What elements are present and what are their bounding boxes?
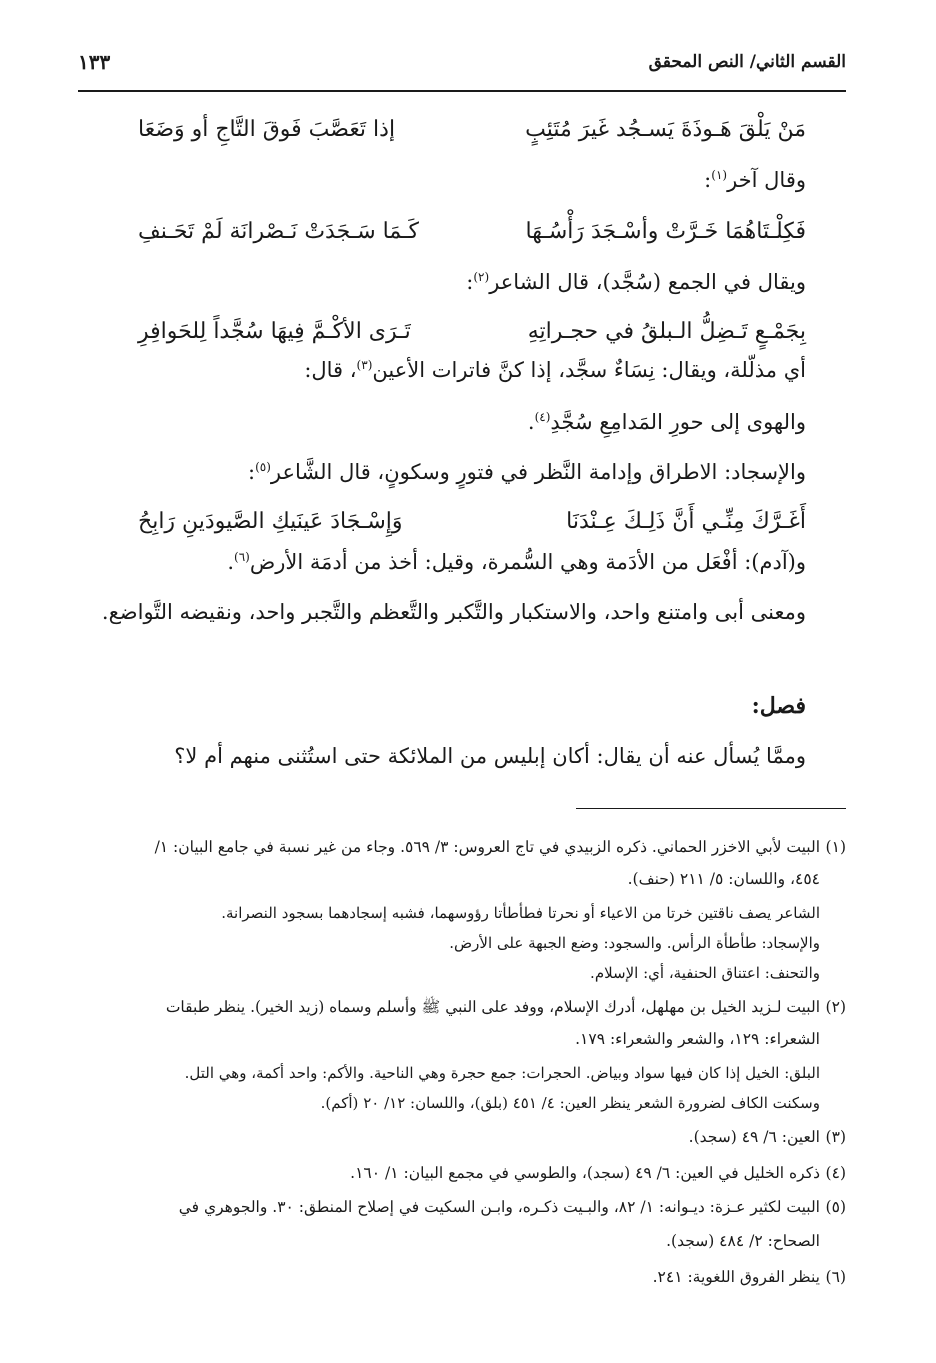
verse-second-hemistich: كَـمَا سَـجَدَتْ نَـصْرانَة لَمْ تَحَـنفِ [138, 219, 419, 244]
body-text: ، قال: [304, 358, 357, 382]
footnote-number: (١) [825, 838, 846, 856]
body-text: ويقال في الجمع (سُجَّد)، قال الشاعر [489, 270, 806, 294]
running-title: القسم الثاني/ النص المحقق [648, 52, 846, 72]
body-text: : [704, 168, 712, 192]
verse-first-hemistich: بِجَمْـعٍ تَـضِلُّ الـبلقُ في حجـراتِهِ [527, 319, 806, 344]
footnote-number: (٣) [825, 1128, 846, 1146]
verse-line [138, 110, 806, 150]
body-text: والإسجاد: الاطراق وإدامة النَّظر في فتورٍ وسكونٍ، قال الشَّاعر [270, 460, 806, 484]
section-heading: فصل: [751, 693, 806, 719]
footnote-ref[interactable]: (٦) [234, 550, 250, 564]
verse-second-hemistich: تَـرَى الأكْـمَّ فِيهَا سُجَّداً لِلحَوافِرِ [138, 319, 411, 344]
body-text: : [466, 270, 474, 294]
body-line [78, 402, 806, 442]
body-text: : [248, 460, 256, 484]
body-line [78, 350, 806, 390]
verse-line [138, 212, 806, 252]
book-page [78, 40, 846, 1330]
body-text: و(آدم): أفْعَل من الأدَمة وهي السُّمرة، وقيل: أخذ من أدمَة الأرض [249, 550, 806, 574]
footnote-separator [576, 808, 846, 809]
footnote-ref[interactable]: (٥) [255, 460, 271, 474]
footnote-ref[interactable]: (٣) [356, 358, 373, 372]
page-header [78, 40, 846, 92]
footnote-5 [78, 1192, 846, 1222]
footnote-number: (٢) [825, 998, 846, 1016]
verse-second-hemistich: وَإِسْـجَادَ عَينَيكِ الصَّيودَينِ رَابِحُ [138, 509, 403, 534]
footnote-2 [78, 992, 846, 1022]
footnote-text: البيت لكثير عـزة: ديـوانه: ١/ ٨٢، والبـيت ذكـره، وابـن السكيت في إصلاح المنطق: ٣٠. والجوهري في [178, 1198, 820, 1216]
verse-first-hemistich: فَكِلْـتَاهُمَا خَـرَّتْ وأسْـجَدَ رَأْسُـهَا [525, 219, 806, 244]
page-number: ١٣٣ [78, 50, 111, 74]
body-line [78, 262, 806, 302]
verse-line [138, 312, 806, 352]
body-line [78, 160, 806, 200]
footnote-2-note: وسكنت الكاف لضرورة الشعر ينظر العين: ٤/ ٤٥١ (بلق)، واللسان: ١٢/ ٢٠ (أكم). [320, 1094, 820, 1112]
footnote-1-note: والتحنف: اعتناق الحنفية، أي: الإسلام. [590, 964, 820, 982]
footnote-2-continued: الشعراء: ١٢٩، والشعر والشعراء: ١٧٩. [575, 1030, 820, 1048]
body-text: والهوى إلى حورِ المَدامِعِ سُجَّدِ [550, 410, 806, 434]
body-text: أي مذلّلة، ويقال: نِسَاءٌ سجَّد، إذا كنَّ فاترات الأعين [372, 358, 806, 382]
footnote-text: ينظر الفروق اللغوية: ٢٤١. [652, 1268, 820, 1286]
footnote-number: (٦) [825, 1268, 846, 1286]
verse-first-hemistich: مَنْ يَلْقَ هَـوذَةَ يَسـجُد غَيرَ مُتَئِبٍ [525, 117, 806, 142]
footnote-1-note: والإسجاد: طأطأة الرأس. والسجود: وضع الجبهة على الأرض. [449, 934, 820, 952]
footnote-2-note: البلق: الخيل إذا كان فيها سواد وبياض. الحجرات: جمع حجرة وهي الناحية. والأكم: واحد أكمة، وهي التل. [184, 1064, 820, 1082]
footnote-ref[interactable]: (٤) [534, 410, 551, 424]
footnote-text: العين: ٦/ ٤٩ (سجد). [688, 1128, 820, 1146]
footnote-number: (٥) [825, 1198, 846, 1216]
body-text: وقال آخر [727, 168, 806, 192]
body-text: . [227, 550, 235, 574]
body-line [78, 542, 806, 582]
body-paragraph: ومعنى أبى وامتنع واحد، والاستكبار والتَّكبر والتَّعظم والتَّجبر واحد، ونقيضه التَّواضع. [101, 600, 806, 624]
footnote-ref[interactable]: (٢) [473, 270, 490, 284]
footnote-5-continued: الصحاح: ٢/ ٤٨٤ (سجد). [666, 1232, 820, 1250]
footnote-ref[interactable]: (١) [711, 168, 728, 182]
verse-first-hemistich: أَغَـرَّكَ مِنِّـي أَنَّ ذَلِـكَ عِـنْدَنَا [566, 509, 806, 534]
footnote-text: ذكره الخليل في العين: ٦/ ٤٩ (سجد)، والطوسي في مجمع البيان: ١/ ١٦٠. [350, 1164, 820, 1182]
footnote-1 [78, 832, 846, 862]
footnote-1-continued: ٤٥٤، واللسان: ٥/ ٢١١ (حنف). [627, 870, 820, 888]
verse-line [138, 502, 806, 542]
footnote-3 [78, 1122, 846, 1152]
verse-second-hemistich: إذا تَعَصَّبَ فَوقَ التَّاجِ أو وَضَعَا [138, 117, 396, 142]
body-line [78, 452, 806, 492]
footnote-number: (٤) [825, 1164, 846, 1182]
body-line: وممَّا يُسأل عنه أن يقال: أكان إبليس من الملائكة حتى استُثنى منهم أم لا؟ [174, 744, 806, 768]
footnote-text: البيت لـزيد الخيل بن مهلهل، أدرك الإسلام، ووفد على النبي ﷺ وأسلم وسماه (زيد الخير). ينظر طبقات [165, 998, 820, 1016]
footnote-6 [78, 1262, 846, 1292]
body-text: . [527, 410, 535, 434]
footnote-1-note: الشاعر يصف ناقتين خرتا من الاعياء أو نحرتا فطأطأتا رؤوسهما، فشبه إسجادهما بسجود النصرانة. [221, 904, 820, 922]
footnote-4 [78, 1158, 846, 1188]
footnote-text: البيت لأبي الاخزر الحماني. ذكره الزبيدي في تاج العروس: ٣/ ٥٦٩. وجاء من غير نسبة في جامع البيان: ١/ [154, 838, 820, 856]
